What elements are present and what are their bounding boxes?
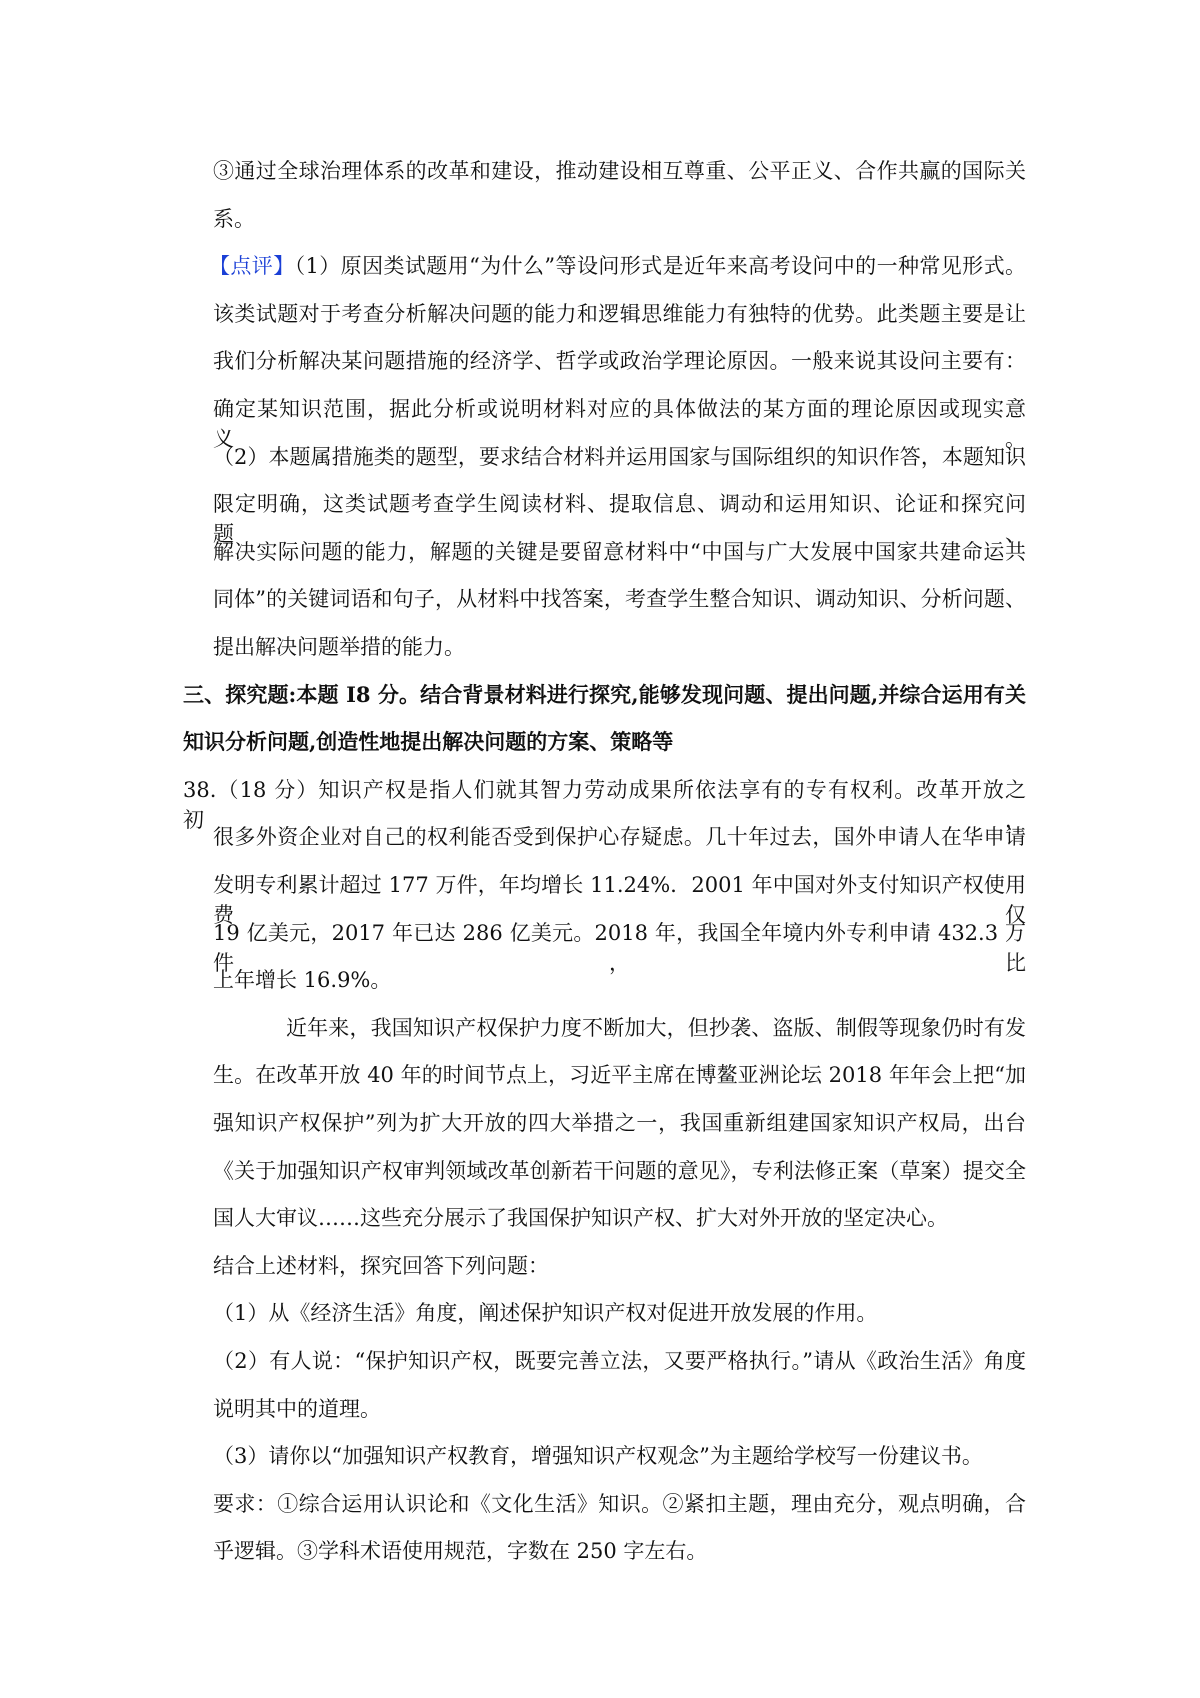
section-heading-line: 三、探究题:本题 I8 分。结合背景材料进行探究,能够发现问题、提出问题,并综合运用有关	[183, 681, 1026, 707]
text-line: （2）本题属措施类的题型，要求结合材料并运用国家与国际组织的知识作答，本题知识	[213, 444, 1026, 469]
section-heading-line: 知识分析问题,创造性地提出解决问题的方案、策略等	[183, 729, 674, 755]
text-line: 上年增长 16.9%。	[213, 968, 392, 993]
text-line: 很多外资企业对自己的权利能否受到保护心存疑虑。几十年过去，国外申请人在华申请	[213, 825, 1026, 850]
text-line	[209, 251, 1026, 281]
text-line: 近年来，我国知识产权保护力度不断加大，但抄袭、盗版、制假等现象仍时有发	[286, 1015, 1026, 1040]
text-line: ③通过全球治理体系的改革和建设，推动建设相互尊重、公平正义、合作共赢的国际关	[213, 159, 1026, 183]
comment-label: 【点评】	[209, 254, 295, 279]
text-line: （2）有人说：“保护知识产权，既要完善立法，又要严格执行。”请从《政治生活》角度	[213, 1349, 1026, 1373]
text-line: （1）从《经济生活》角度，阐述保护知识产权对促进开放发展的作用。	[213, 1301, 878, 1326]
text-line: 国人大审议……这些充分展示了我国保护知识产权、扩大对外开放的坚定决心。	[213, 1206, 948, 1231]
text-line: 系。	[213, 206, 255, 231]
text-line: （3）请你以“加强知识产权教育，增强知识产权观念”为主题给学校写一份建议书。	[213, 1444, 983, 1469]
text-line: 提出解决问题举措的能力。	[213, 635, 465, 659]
text-line: 乎逻辑。③学科术语使用规范，字数在 250 字左右。	[213, 1539, 708, 1564]
text-span: （1）原因类试题用“为什么”等设问形式是近年来高考设问中的一种常见形式。	[294, 254, 1026, 279]
text-line: 38.（18 分）知识产权是指人们就其智力劳动成果所依法享有的专有权利。改革开放之初，	[183, 777, 1026, 832]
text-line: 《关于加强知识产权审判领域改革创新若干问题的意见》，专利法修正案（草案）提交全	[213, 1158, 1026, 1183]
text-line: 该类试题对于考查分析解决问题的能力和逻辑思维能力有独特的优势。此类题主要是让	[213, 301, 1026, 326]
text-line: 强知识产权保护”列为扩大开放的四大举措之一，我国重新组建国家知识产权局，出台	[213, 1111, 1026, 1135]
text-line: 生。在改革开放 40 年的时间节点上，习近平主席在博鳌亚洲论坛 2018 年年会上把“加	[213, 1063, 1026, 1088]
text-line: 说明其中的道理。	[213, 1396, 381, 1421]
text-line: 19 亿美元，2017 年已达 286 亿美元。2018 年，我国全年境内外专利申请 432.3 万件，比	[213, 920, 1026, 975]
text-line: 解决实际问题的能力，解题的关键是要留意材料中“中国与广大发展中国家共建命运共	[213, 539, 1026, 564]
text-line: 同体”的关键词语和句子，从材料中找答案，考查学生整合知识、调动知识、分析问题、	[213, 587, 1026, 612]
text-line: 限定明确，这类试题考查学生阅读材料、提取信息、调动和运用知识、论证和探究问题、	[213, 492, 1026, 547]
text-line: 要求：①综合运用认识论和《文化生活》知识。②紧扣主题，理由充分，观点明确，合	[213, 1491, 1026, 1516]
text-line: 确定某知识范围，据此分析或说明材料对应的具体做法的某方面的理论原因或现实意义。	[213, 397, 1026, 451]
text-line: 结合上述材料，探究回答下列问题：	[213, 1253, 549, 1278]
text-line: 我们分析解决某问题措施的经济学、哲学或政治学理论原因。一般来说其设问主要有：	[213, 349, 1026, 374]
text-line: 发明专利累计超过 177 万件，年均增长 11.24%．2001 年中国对外支付知识产权使用费仅	[213, 873, 1026, 927]
